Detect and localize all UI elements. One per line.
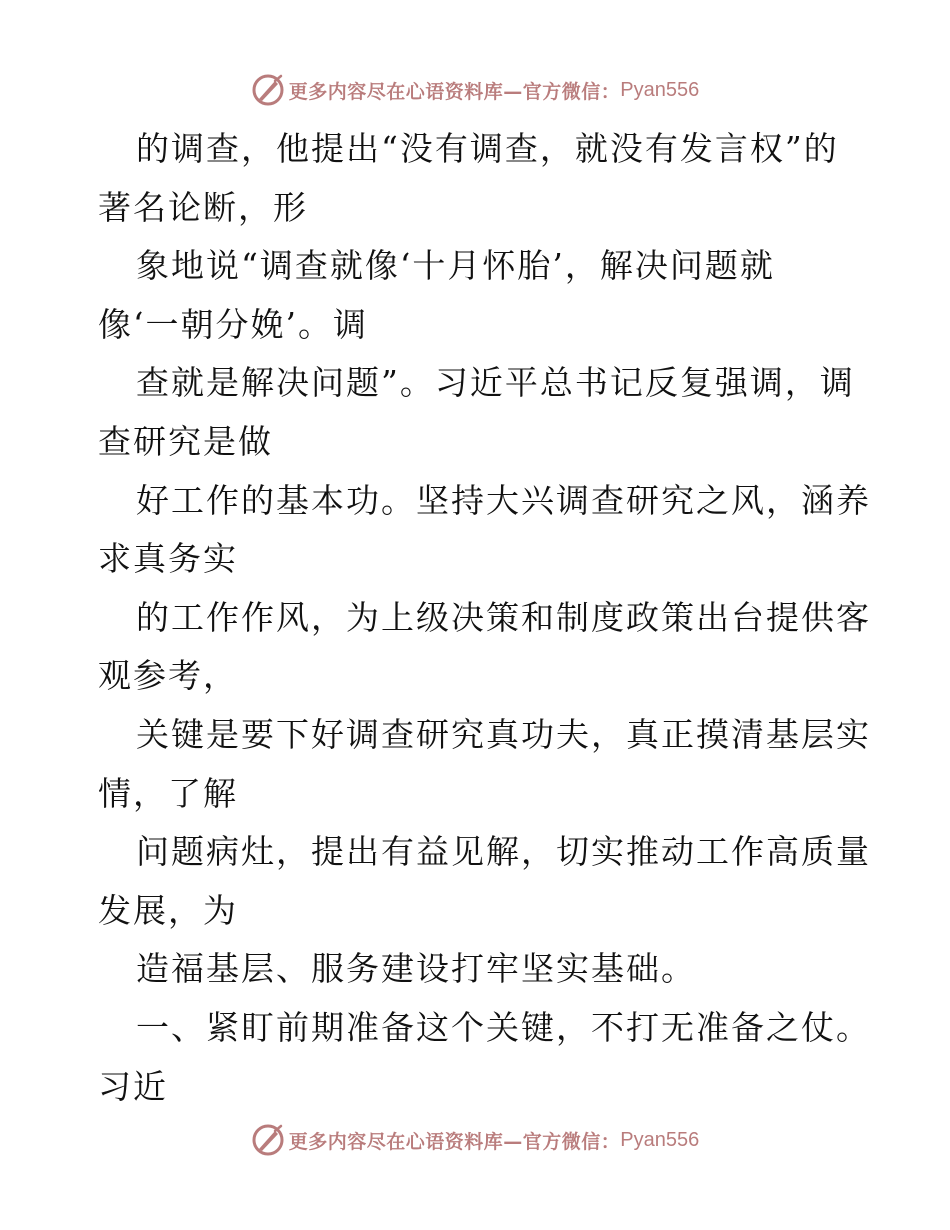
text-line: 查研究是做 <box>98 421 273 461</box>
footer-banner-wechat-id: Pyan556 <box>620 1128 700 1151</box>
footer-banner-text: 更多内容尽在心语资料库—官方微信： <box>288 1130 621 1153</box>
text-line: 一、紧盯前期准备这个关键，不打无准备之仗。 <box>136 1007 871 1047</box>
header-watermark-banner <box>0 70 950 110</box>
quill-logo-icon <box>251 73 285 107</box>
text-line: 好工作的基本功。坚持大兴调查研究之风，涵养 <box>136 480 871 520</box>
text-line: 查就是解决问题”。习近平总书记反复强调，调 <box>136 363 855 403</box>
text-line: 造福基层、服务建设打牢坚实基础。 <box>136 949 696 989</box>
text-line: 观参考， <box>98 656 238 696</box>
document-body <box>98 120 871 1116</box>
text-line: 像‘一朝分娩’。调 <box>98 304 368 344</box>
footer-watermark-banner <box>0 1120 950 1160</box>
text-line: 关键是要下好调查研究真功夫，真正摸清基层实 <box>136 714 871 754</box>
text-line: 的调查，他提出“没有调查，就没有发言权”的 <box>136 129 839 168</box>
text-line: 习近 <box>98 1066 168 1106</box>
text-line: 的工作作风，为上级决策和制度政策出台提供客 <box>136 597 871 637</box>
text-line: 情，了解 <box>98 773 238 813</box>
text-line: 求真务实 <box>98 539 238 579</box>
text-line: 象地说“调查就像‘十月怀胎’，解决问题就 <box>136 246 775 286</box>
text-line: 著名论断，形 <box>98 187 308 227</box>
header-banner-wechat-id: Pyan556 <box>620 78 700 101</box>
header-banner-text: 更多内容尽在心语资料库—官方微信： <box>288 80 621 103</box>
text-line: 发展，为 <box>98 890 238 930</box>
quill-logo-icon <box>251 1123 285 1157</box>
text-line: 问题病灶，提出有益见解，切实推动工作高质量 <box>136 832 871 872</box>
